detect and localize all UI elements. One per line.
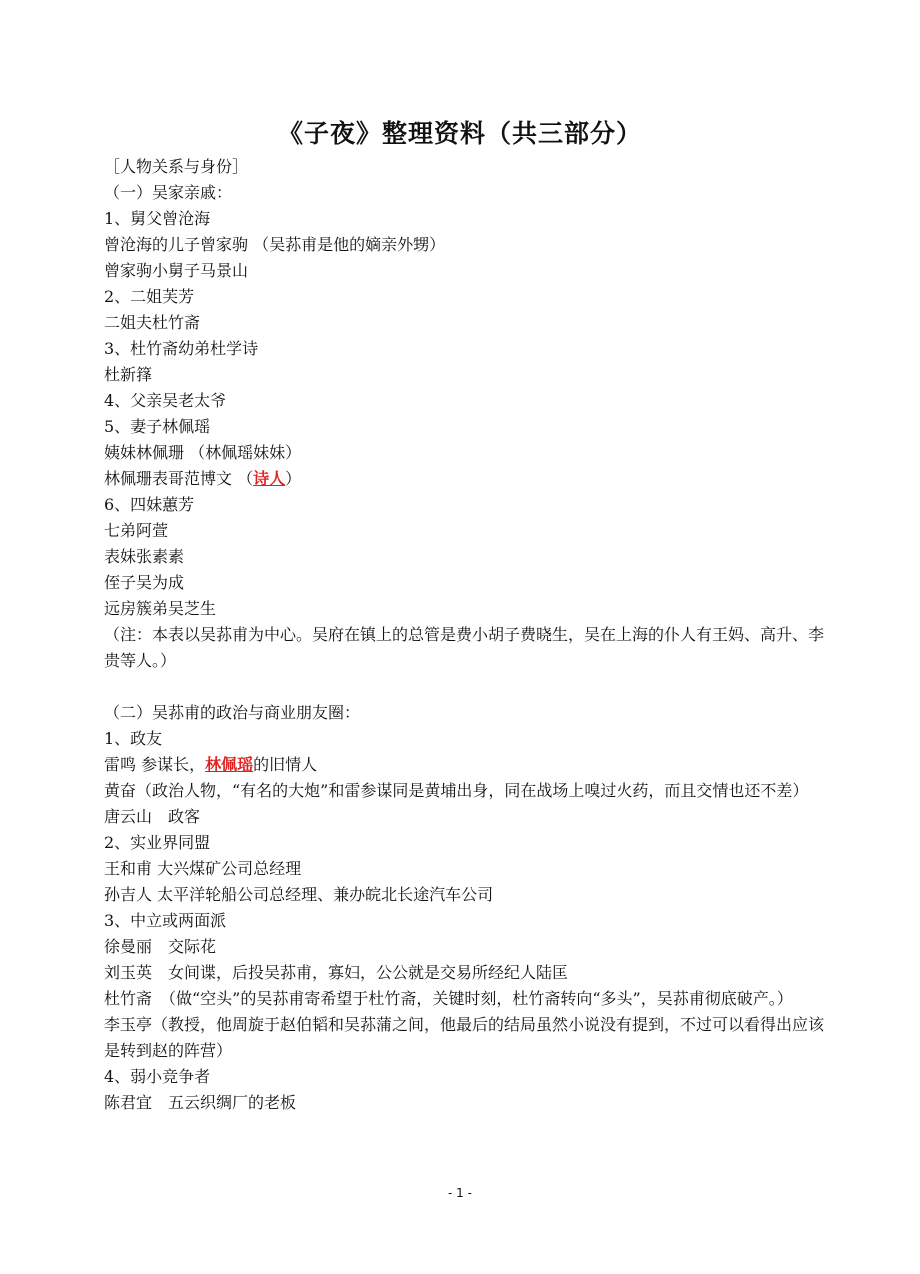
- note-paragraph: （注：本表以吴荪甫为中心。吴府在镇上的总管是费小胡子费晓生，吴在上海的仆人有王妈、高升、李贵等人。）: [104, 625, 825, 670]
- highlight-lin-peiyao: 林佩瑶: [205, 755, 254, 774]
- text-line: 4、弱小竞争者: [104, 1067, 211, 1086]
- text-line: 孙吉人 太平洋轮船公司总经理、兼办皖北长途汽车公司: [104, 885, 494, 904]
- blank-line: [104, 674, 824, 700]
- text-line: 1、舅父曾沧海: [104, 209, 211, 228]
- text-paragraph: 黄奋（政治人物，“有名的大炮”和雷参谋同是黄埔出身，同在战场上嗅过火药，而且交情也还不差）: [104, 781, 809, 800]
- lei-ming-line: [104, 752, 824, 778]
- text-line: 杜新箨: [104, 365, 153, 384]
- text-segment: 的旧情人: [253, 755, 318, 774]
- text-segment: 林佩珊表哥范博文 （: [104, 469, 254, 488]
- part2-heading: （二）吴荪甫的政治与商业朋友圈：: [104, 703, 361, 722]
- text-line: 2、实业界同盟: [104, 833, 211, 852]
- text-line: 二姐夫杜竹斋: [104, 313, 201, 332]
- document-body: [104, 154, 824, 1116]
- part1-heading: （一）吴家亲戚：: [104, 183, 233, 202]
- text-line: 6、四妹蕙芳: [104, 495, 195, 514]
- fan-bowen-line: [104, 466, 824, 492]
- text-line: 姨妹林佩珊 （林佩瑶妹妹）: [104, 443, 302, 462]
- text-line: 王和甫 大兴煤矿公司总经理: [104, 859, 302, 878]
- text-line: 曾家驹小舅子马景山: [104, 261, 249, 280]
- text-segment: ）: [285, 469, 302, 488]
- section-heading: ［人物关系与身份］: [104, 157, 249, 176]
- page-number: - 1 -: [448, 1186, 472, 1200]
- text-paragraph: 李玉亭（教授，他周旋于赵伯韬和吴荪蒲之间，他最后的结局虽然小说没有提到，不过可以看得出应该是转到赵的阵营）: [104, 1015, 825, 1060]
- text-line: 2、二姐芙芳: [104, 287, 195, 306]
- text-line: 3、杜竹斋幼弟杜学诗: [104, 339, 259, 358]
- text-line: 5、妻子林佩瑶: [104, 417, 211, 436]
- text-line: 刘玉英 女间谍，后投吴荪甫，寡妇，公公就是交易所经纪人陆匡: [104, 963, 569, 982]
- text-line: 4、父亲吴老太爷: [104, 391, 227, 410]
- text-line: 侄子吴为成: [104, 573, 185, 592]
- text-line: 3、中立或两面派: [104, 911, 227, 930]
- text-line: 1、政友: [104, 729, 163, 748]
- text-line: 唐云山 政客: [104, 807, 201, 826]
- document-title: 《子夜》整理资料（共三部分）: [277, 119, 642, 148]
- text-line: 陈君宜 五云织绸厂的老板: [104, 1093, 297, 1112]
- text-paragraph: 杜竹斋 （做“空头”的吴荪甫寄希望于杜竹斋，关键时刻，杜竹斋转向“多头”，吴荪甫彻底破产。）: [104, 989, 793, 1008]
- text-line: 曾沧海的儿子曾家驹 （吴荪甫是他的嫡亲外甥）: [104, 235, 446, 254]
- text-segment: 雷鸣 参谋长，: [104, 755, 206, 774]
- text-line: 徐曼丽 交际花: [104, 937, 217, 956]
- text-line: 表妹张素素: [104, 547, 185, 566]
- text-line: 远房簇弟吴芝生: [104, 599, 217, 618]
- highlight-poet: 诗人: [253, 469, 286, 488]
- text-line: 七弟阿萱: [104, 521, 169, 540]
